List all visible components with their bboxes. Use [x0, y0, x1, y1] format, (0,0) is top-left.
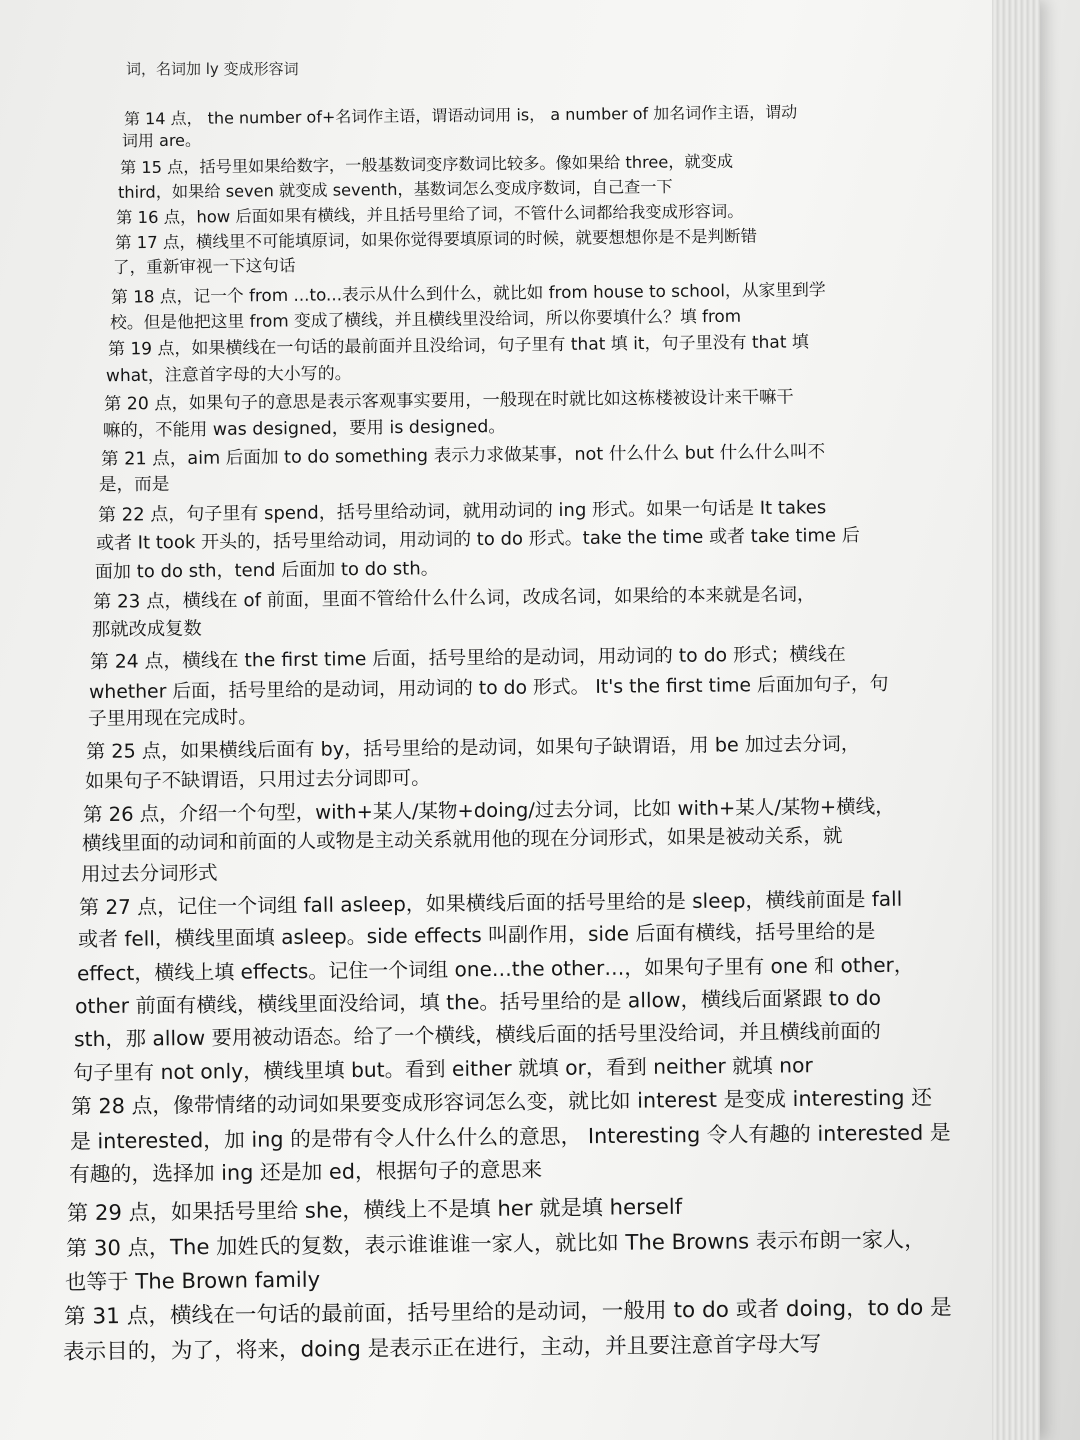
text-line: 或者 It took 开头的，括号里给动词，用动词的 to do 形式。take the time 或者 take time 后 — [95, 525, 860, 554]
text-line: 校。但是他把这里 from 变成了横线，并且横线里没给词，所以你要填什么？填 from — [109, 305, 742, 333]
text-line: 第 25 点，如果横线后面有 by，括号里给的是动词，如果句子缺谓语，用 be 加过去分词， — [85, 731, 861, 764]
text-line: 用过去分词形式 — [80, 861, 218, 886]
text-line: 有趣的，选择加 ing 还是加 ed，根据句子的意思来 — [68, 1157, 543, 1187]
text-line: 句子里有 not only，横线里填 but。看到 either 就填 or，看到 neither 就填 nor — [72, 1053, 813, 1085]
text-line: 第 26 点，介绍一个句型，with+某人/某物+doing/过去分词，比如 with+某人/某物+横线， — [82, 794, 895, 827]
text-line: 那就改成复数 — [91, 618, 202, 641]
text-line: 了，重新审视一下这句话 — [112, 256, 296, 277]
text-line: 第 18 点，记一个 from ...to...表示从什么到什么，就比如 from house to school，从家里到学 — [110, 279, 826, 307]
text-line: 横线里面的动词和前面的人或物是主动关系就用他的现在分词形式，如果是被动关系，就 — [81, 824, 843, 855]
text-line: 嘛的，不能用 was designed，要用 is designed。 — [102, 416, 506, 442]
text-line: whether 后面，括号里给的是动词，用动词的 to do 形式。 It's the first time 后面加句子，句 — [88, 673, 889, 704]
text-line: 第 24 点，横线在 the first time 后面，括号里给的是动词，用动词的 to do 形式；横线在 — [89, 644, 846, 673]
text-line: 第 14 点， the number of+名词作主语，谓语动词用 is， a number of 加名词作主语，谓动 — [123, 102, 798, 129]
text-line: 第 20 点，如果句子的意思是表示客观事实要用，一般现在时就比如这栋楼被设计来干嘛干 — [103, 387, 794, 415]
text-line: 子里用现在完成时。 — [87, 707, 258, 730]
text-line: 第 16 点，how 后面如果有横线，并且括号里给了词，不管什么词都给我变成形容词。 — [115, 201, 744, 228]
text-line: what，注意首字母的大小写的。 — [105, 363, 352, 387]
text-line: 第 17 点，横线里不可能填原词，如果你觉得要填原词的时候，就要想想你是不是判断错 — [114, 226, 758, 253]
text-line: other 前面有横线，横线里面没给词，填 the。括号里给的是 allow，横线后面紧跟 to do — [74, 985, 882, 1019]
header-fragment: 词，名词加 ly 变成形容词 — [126, 60, 299, 78]
text-line: 第 21 点，aim 后面加 to do something 表示力求做某事，not 什么什么 but 什么什么叫不 — [100, 442, 826, 470]
text-line: 第 30 点，The 加姓氏的复数，表示谁谁谁一家人，就比如 The Browns 表示布朗一家人， — [65, 1226, 926, 1261]
text-line: 或者 fell，横线里面填 asleep。side effects 叫副作用，side 后面有横线，括号里给的是 — [77, 918, 876, 952]
text-line: 第 15 点，括号里如果给数字，一般基数词变序数词比较多。像如果给 three，就变成 — [119, 151, 734, 178]
text-line: 表示目的，为了，将来，doing 是表示正在进行，主动，并且要注意首字母大写 — [62, 1332, 822, 1365]
text-line: third，如果给 seven 就变成 seventh，基数词怎么变成序数词，自己查一下 — [117, 177, 673, 202]
text-line: sth，那 allow 要用被动语态。给了一个横线，横线后面的括号里没给词，并且横线前面的 — [73, 1018, 881, 1052]
text-line: 第 27 点，记住一个词组 fall asleep，如果横线后面的括号里给的是 sleep，横线前面是 fall — [78, 886, 903, 920]
text-line: 第 28 点，像带情绪的动词如果要变成形容词怎么变，就比如 interest 是变成 interesting 还 — [70, 1085, 933, 1119]
text-line: 第 19 点，如果横线在一句话的最前面并且没给词，句子里有 that 填 it，句子里没有 that 填 — [107, 332, 809, 360]
text-line: 词用 are。 — [121, 130, 202, 151]
text-line: 第 22 点，句子里有 spend，括号里给动词，就用动词的 ing 形式。如果一句话是 It takes — [97, 497, 827, 526]
text-line: 第 29 点，如果括号里给 she，横线上不是填 her 就是填 herself — [66, 1193, 683, 1226]
text-line: 面加 to do sth，tend 后面加 to do sth。 — [94, 558, 439, 583]
text-line: 是 interested，加 ing 的是带有令人什么什么的意思， Interesting 令人有趣的 interested 是 — [69, 1120, 951, 1154]
text-line: 第 23 点，横线在 of 前面，里面不管给什么什么词，改成名词，如果给的本来就是名词， — [92, 584, 816, 613]
text-line: effect，横线上填 effects。记住一个词组 one…the other…，如果句子里有 one 和 other， — [76, 952, 914, 986]
text-line: 如果句子不缺谓语，只用过去分词即可。 — [84, 766, 431, 793]
text-line: 第 31 点，横线在一句话的最前面，括号里给的是动词，一般用 to do 或者 doing，to do 是 — [63, 1295, 952, 1330]
text-line: 也等于 The Brown family — [64, 1266, 321, 1295]
text-line: 是，而是 — [98, 474, 170, 496]
